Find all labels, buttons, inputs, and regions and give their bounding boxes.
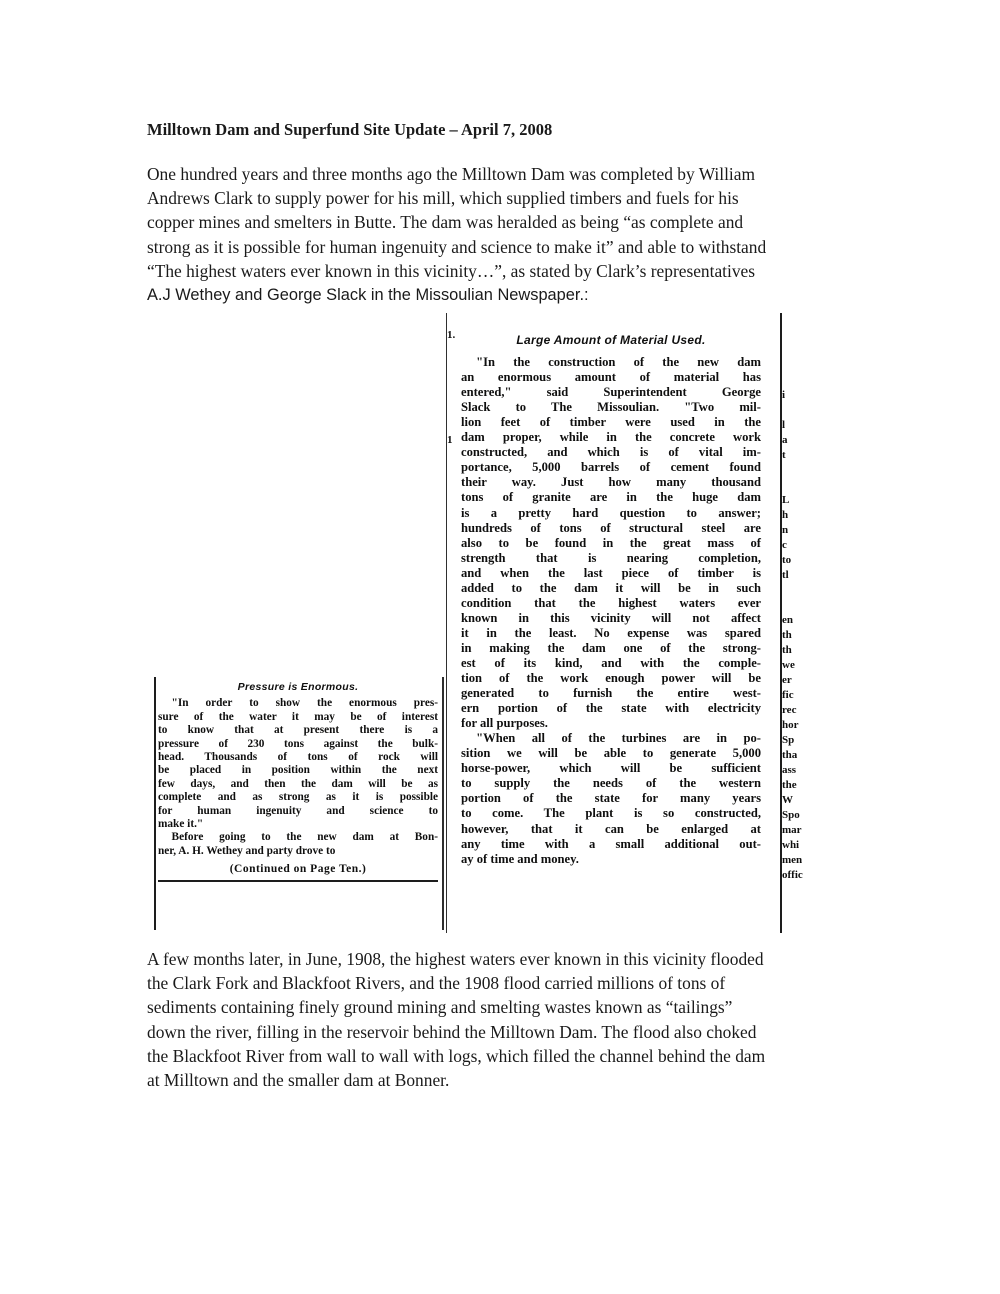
document-title: Milltown Dam and Superfund Site Update – April 7, 2008: [147, 120, 553, 139]
margin-fragment: [144, 704, 154, 717]
clipping-line: and when the last piece of timber is: [461, 565, 761, 580]
conclusion-paragraph: [147, 947, 867, 1092]
clipping-line: tons of granite are in the huge dam: [461, 490, 761, 505]
margin-fragment: offic: [782, 869, 803, 881]
clipping-gutter: [144, 677, 156, 930]
margin-fragment: [144, 784, 154, 797]
margin-fragment: [144, 864, 154, 877]
intro-line: copper mines and smelters in Butte. The dam was heralded as being “as complete and: [147, 212, 744, 233]
margin-fragment: [447, 523, 460, 538]
clipping-line: condition that the highest waters ever: [461, 595, 761, 610]
continued-notice: (Continued on Page Ten.): [229, 863, 367, 876]
margin-fragment: ass: [782, 764, 797, 776]
margin-fragment: [447, 838, 460, 853]
margin-fragment: th: [782, 629, 792, 641]
margin-fragment: [447, 778, 460, 793]
margin-fragment: [144, 717, 154, 730]
clipping-line: complete and as strong as it is possible: [158, 791, 438, 804]
margin-fragment: [447, 688, 460, 703]
clipping-line: added to the dam it will be in such: [461, 580, 761, 595]
clipping-line: dam proper, while in the concrete work: [461, 430, 761, 445]
margin-fragment: [447, 793, 460, 808]
clipping-line: portance, 5,000 barrels of cement found: [461, 460, 761, 475]
conclusion-line: A few months later, in June, 1908, the highest waters ever known in this vicinity flooded: [147, 949, 764, 969]
clipping-line: hundreds of tons of structural steel are: [461, 520, 761, 535]
clipping-line: is a pretty hard question to answer;: [461, 505, 761, 520]
margin-fragment: [782, 583, 801, 598]
margin-fragment: [447, 703, 460, 718]
margin-fragment: [447, 358, 460, 373]
divider: [158, 880, 438, 882]
margin-fragment: [447, 508, 460, 523]
adjacent-column-edge: [780, 313, 801, 933]
divider: [442, 677, 444, 930]
clipping-line: generated to furnish the entire west-: [461, 686, 761, 701]
margin-fragment: W: [782, 794, 793, 806]
clipping-line: make it.": [158, 818, 204, 831]
clipping-line: pressure of 230 tons against the bulk-: [158, 737, 438, 750]
margin-fragment: [782, 343, 801, 358]
margin-fragment: l: [782, 419, 786, 431]
margin-fragment: a: [782, 434, 788, 446]
clipping-line: "In order to show the enormous pres-: [171, 697, 438, 710]
clipping-line: any time with a small additional out-: [461, 836, 761, 851]
conclusion-line: down the river, filling in the reservoir behind the Milltown Dam. The flood also choked: [147, 1021, 757, 1042]
margin-fragment: c: [782, 539, 787, 551]
margin-fragment: i: [782, 389, 786, 401]
margin-fragment: [447, 823, 460, 838]
clipping-line: to supply the needs of the western: [461, 776, 761, 791]
clipping-line: in making the dam one of the strong-: [461, 640, 761, 655]
margin-fragment: [447, 478, 460, 493]
margin-fragment: [144, 690, 154, 703]
clipping-line: lion feet of timber were used in the: [461, 415, 761, 430]
clipping-line: for all purposes.: [461, 716, 548, 731]
margin-fragment: [144, 677, 154, 690]
clipping-line: few days, and then the dam will be as: [158, 777, 438, 790]
margin-fragment: [782, 373, 801, 388]
clipping-heading: Pressure is Enormous.: [237, 681, 359, 693]
margin-fragment: h: [782, 509, 789, 521]
margin-fragment: 1: [447, 434, 453, 446]
margin-fragment: we: [782, 659, 795, 671]
clipping-line: to know that at present there is a: [158, 724, 438, 737]
clipping-line: strength that is nearing completion,: [461, 550, 761, 565]
margin-fragment: whi: [782, 839, 800, 851]
clipping-line: Before going to the new dam at Bon-: [171, 831, 438, 844]
intro-line: A.J Wethey and George Slack in the Missoulian Newspaper.:: [147, 286, 589, 305]
margin-fragment: [447, 493, 460, 508]
clipping-line: their way. Just how many thousand: [461, 475, 761, 490]
margin-fragment: [782, 598, 801, 613]
intro-line: “The highest waters ever known in this vicinity…”, as stated by Clark’s representatives: [147, 260, 756, 281]
margin-fragment: mar: [782, 824, 802, 836]
clipping-line: for human ingenuity and science to: [158, 804, 438, 817]
margin-fragment: tha: [782, 749, 798, 761]
margin-fragment: [782, 313, 801, 328]
clipping-line: sure of the water it may be of interest: [158, 710, 438, 723]
margin-fragment: [447, 313, 460, 328]
margin-fragment: [447, 538, 460, 553]
margin-fragment: fic: [782, 689, 794, 701]
clipping-line: horse-power, which will be sufficient: [461, 761, 761, 776]
margin-fragment: n: [782, 524, 789, 536]
margin-fragment: hor: [782, 719, 799, 731]
conclusion-line: sediments containing finely ground mining and smelting wastes known as “tailings”: [147, 997, 733, 1018]
clipping-line: an enormous amount of material has: [461, 370, 761, 385]
margin-fragment: [447, 673, 460, 688]
newspaper-clipping-pressure: [144, 677, 444, 930]
clipping-line: ner, A. H. Wethey and party drove to: [158, 844, 336, 857]
margin-fragment: [447, 628, 460, 643]
margin-fragment: [447, 418, 460, 433]
margin-fragment: [144, 824, 154, 837]
margin-fragment: [447, 748, 460, 763]
clipping-line: known in this vicinity will not affect: [461, 610, 761, 625]
margin-fragment: [782, 328, 801, 343]
conclusion-line: the Clark Fork and Blackfoot Rivers, and the 1908 flood carried millions of tons of: [147, 973, 726, 994]
margin-fragment: [144, 811, 154, 824]
margin-fragment: [447, 388, 460, 403]
clipping-line: however, that it can be enlarged at: [461, 821, 761, 836]
margin-fragment: Spo: [782, 809, 800, 821]
margin-fragment: tl: [782, 569, 789, 581]
clipping-heading: Large Amount of Material Used.: [516, 333, 706, 347]
margin-fragment: [447, 583, 460, 598]
margin-fragment: [447, 718, 460, 733]
margin-fragment: men: [782, 854, 803, 866]
margin-fragment: [447, 463, 460, 478]
margin-fragment: [144, 744, 154, 757]
margin-fragment: [782, 463, 801, 478]
margin-fragment: [447, 373, 460, 388]
intro-paragraph: [147, 162, 867, 307]
margin-fragment: [447, 613, 460, 628]
margin-fragment: er: [782, 674, 792, 686]
conclusion-line: the Blackfoot River from wall to wall with logs, which filled the channel behind the dam: [147, 1045, 766, 1066]
margin-fragment: Sp: [782, 734, 795, 746]
margin-fragment: to: [782, 554, 792, 566]
clipping-line: entered," said Superintendent George: [461, 385, 761, 400]
margin-fragment: [447, 553, 460, 568]
clipping-line: ern portion of the state with electricity: [461, 701, 761, 716]
margin-fragment: [782, 478, 801, 493]
clipping-line: "When all of the turbines are in po-: [476, 731, 761, 746]
clipping-line: sition we will be able to generate 5,000: [461, 746, 761, 761]
margin-fragment: th: [782, 644, 792, 656]
clipping-line: it in the least. No expense was spared: [461, 625, 761, 640]
intro-line: One hundred years and three months ago the Milltown Dam was completed by William: [147, 164, 755, 184]
margin-fragment: 1.: [447, 329, 456, 341]
margin-fragment: [447, 598, 460, 613]
clipping-line: Slack to The Missoulian. "Two mil-: [461, 400, 761, 415]
clipping-line: tion of the work enough power will be: [461, 671, 761, 686]
clipping-column: [158, 681, 438, 882]
margin-fragment: [144, 757, 154, 770]
clipping-line: est of its kind, and with the comple-: [461, 655, 761, 670]
margin-fragment: L: [782, 494, 790, 506]
intro-line: Andrews Clark to supply power for his mill, which supplied timbers and fuels for his: [147, 188, 739, 209]
margin-fragment: [447, 343, 460, 358]
margin-fragment: [447, 658, 460, 673]
clipping-line: also to be found in the great mass of: [461, 535, 761, 550]
margin-fragment: [782, 358, 801, 373]
clipping-text: [158, 697, 438, 858]
clipping-line: constructed, and which is of vital im-: [461, 445, 761, 460]
clipping-line: to come. The plant is so constructed,: [461, 806, 761, 821]
clipping-line: ay of time and money.: [461, 851, 579, 866]
margin-fragment: [144, 891, 154, 904]
margin-fragment: [447, 733, 460, 748]
intro-line: strong as it is possible for human ingenuity and science to make it” and able to withstand: [147, 236, 767, 257]
margin-fragment: [144, 798, 154, 811]
clipping-line: "In the construction of the new dam: [476, 355, 761, 370]
margin-fragment: rec: [782, 704, 797, 716]
conclusion-line: at Milltown and the smaller dam at Bonner.: [147, 1070, 450, 1091]
clipping-column: [461, 333, 761, 867]
margin-fragment: [144, 838, 154, 851]
newspaper-clipping-material: [446, 313, 803, 933]
clipping-line: portion of the state for many years: [461, 791, 761, 806]
margin-fragment: t: [782, 449, 786, 461]
clipping-line: be placed in position within the next: [158, 764, 438, 777]
clipping-line: head. Thousands of tons of rock will: [158, 751, 438, 764]
margin-fragment: [144, 771, 154, 784]
clipping-gutter: [447, 313, 460, 933]
margin-fragment: en: [782, 614, 793, 626]
margin-fragment: [144, 851, 154, 864]
margin-fragment: [144, 878, 154, 891]
margin-fragment: [447, 763, 460, 778]
margin-fragment: [447, 568, 460, 583]
margin-fragment: [144, 731, 154, 744]
margin-fragment: [447, 643, 460, 658]
margin-fragment: [447, 808, 460, 823]
clipping-text: [461, 355, 761, 867]
margin-fragment: [447, 448, 460, 463]
margin-fragment: [782, 403, 801, 418]
margin-fragment: the: [782, 779, 797, 791]
margin-fragment: [447, 403, 460, 418]
